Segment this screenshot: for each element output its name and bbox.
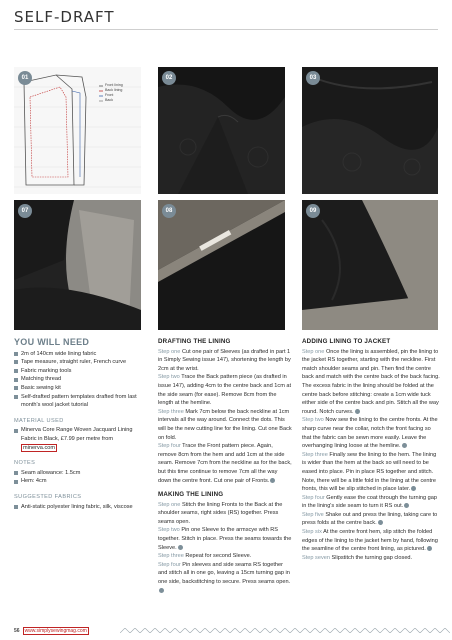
step-text: Once the lining is assembled, pin the lining to the jacket RS together, starting with the neckline. First match shoulder seams and pin. Then find the centre back and match with the centre back of the back facing. The excess fabric in the lining should be folded at the centre back before stitching: create a 1cm wide tuck either side of the centre back and pin. Stitch all the way round. Notch curves. <box>302 348 440 415</box>
step-label: Step three <box>158 553 184 560</box>
list-item: Matching thread <box>14 375 142 384</box>
step-photo-03 <box>302 67 438 194</box>
pattern-legend <box>105 83 123 103</box>
step-label: Step four <box>158 443 181 450</box>
step-paragraph <box>302 494 440 511</box>
photo-ref-icon <box>427 546 432 551</box>
step-text: Mark 7cm below the back neckline at 1cm intervals all the way around. Connect the dots. This will be the new cutting line for the lining. Cut one Back on fold. <box>158 408 292 441</box>
legend-front-lining: Front lining <box>105 83 123 87</box>
list-item <box>14 426 142 452</box>
step-paragraph <box>302 528 440 554</box>
step-photo-01 <box>14 67 141 194</box>
step-text: Cut one pair of Sleeves (as drafted in part 1 in Simply Sewing issue 147), shortening the length by 2cm at the wrist. <box>158 348 291 372</box>
requirements-list <box>14 350 142 410</box>
step-photo-02 <box>158 67 285 194</box>
step-label: Step three <box>302 451 328 458</box>
materials-column <box>14 338 142 511</box>
step-paragraph <box>158 501 292 527</box>
step-text: Trace the Back pattern piece (as drafted in issue 147), adding 4cm to the centre back and 1cm at the side seam (for ease). Remove 8cm from the length at the hemline. <box>158 374 292 407</box>
legend-back: Back <box>105 98 113 102</box>
list-item: Basic sewing kit <box>14 384 142 393</box>
legend-front: Front <box>105 93 114 97</box>
step-label: Step two <box>158 374 180 381</box>
minerva-link[interactable]: minerva.com <box>23 444 56 451</box>
drafting-column <box>158 338 292 595</box>
photo-ref-icon <box>411 486 416 491</box>
making-heading: MAKING THE LINING <box>158 491 224 499</box>
list-item: Seam allowance: 1.5cm <box>14 469 142 478</box>
step-label: Step seven <box>302 554 330 561</box>
step-text: Pin one Sleeve to the armscye with RS together. Stitch in place. Press the seams towards the Sleeve. <box>158 527 292 551</box>
photo-number-badge: 01 <box>18 71 32 85</box>
step-text: Repeat for second Sleeve. <box>183 553 252 560</box>
step-paragraph <box>158 373 292 407</box>
lining-hem-image <box>14 200 141 330</box>
material-text: Minerva Core Range Woven Jacquard Lining Fabric in Black, £7.99 per metre from <box>21 427 133 442</box>
adding-lining-heading: ADDING LINING TO JACKET <box>302 338 391 345</box>
notes-heading: NOTES <box>14 460 36 467</box>
step-label: Step three <box>158 408 184 415</box>
list-item: Tape measure, straight ruler, French curve <box>14 358 142 367</box>
step-text: Gently ease the coat through the turning gap in the lining's side seam to turn it RS out. <box>302 494 437 510</box>
lining-fabric-image <box>158 67 285 194</box>
page-footer <box>14 628 89 634</box>
drafting-heading: DRAFTING THE LINING <box>158 338 231 345</box>
step-paragraph <box>158 348 292 374</box>
step-paragraph <box>302 451 440 494</box>
step-text: Now sew the lining to the centre fronts. At the sharp curve near the collar, notch the front facing so that the fabric can be sewn more easily. Leave the overhanging lining loose at the hemline. <box>302 417 438 450</box>
step-paragraph <box>158 442 292 485</box>
step-paragraph <box>302 348 440 417</box>
step-label: Step two <box>302 417 324 424</box>
step-label: Step four <box>302 494 325 501</box>
step-text: Trace the Front pattern piece. Again, remove 8cm from the hem and add 1cm at the side seam. Remove 7cm from the neckline as for the back, but this time continue to remove 7cm all the way down the centre front. Cut one pair of Fronts. <box>158 443 292 484</box>
step-paragraph <box>158 526 292 552</box>
step-text: Slipstitch the turning gap closed. <box>330 554 413 561</box>
list-item: Self-drafted pattern templates drafted from last month's wool jacket tutorial <box>14 393 142 410</box>
step-text: Finally sew the lining to the hem. The lining is wider than the hem at the back so will need to be eased into place. Pin in place RS together and stitch. Note, there will be a little fold in the lining at the centre fronts, this will be slip stitched in place later. <box>302 451 437 493</box>
step-photo-07 <box>14 200 141 330</box>
step-text: At the centre front hem, slip stitch the folded edges of the lining to the jacket hem by hand, following the seamline of the centre front lining, as pictured. <box>302 529 438 553</box>
jacket-hem-image <box>302 200 438 330</box>
fabrics-list <box>14 503 142 512</box>
list-item: Anti-static polyester lining fabric, silk, viscose <box>14 503 142 512</box>
photo-number-badge: 02 <box>162 71 176 85</box>
step-paragraph <box>302 511 440 528</box>
step-text: Shake out and press the lining, taking care to press folds at the centre back. <box>302 511 438 527</box>
photo-ref-icon <box>178 545 183 550</box>
notes-list <box>14 469 142 486</box>
photo-number-badge: 07 <box>18 204 32 218</box>
adding-lining-column <box>302 338 440 562</box>
you-will-need-heading: YOU WILL NEED <box>14 337 90 347</box>
photo-ref-icon <box>404 503 409 508</box>
zigzag-decoration <box>120 628 450 633</box>
page-number: 56 <box>14 628 20 634</box>
step-text: Pin sleeves and side seams RS together and stitch all in one go, leaving a 15cm turning gap in one side, backstitching to secure. Press seams open. <box>158 561 291 586</box>
step-label: Step one <box>158 348 181 355</box>
photo-number-badge: 08 <box>162 204 176 218</box>
step-label: Step six <box>302 529 322 536</box>
step-paragraph <box>302 554 440 563</box>
suggested-fabrics-heading: SUGGESTED FABRICS <box>14 493 82 500</box>
step-label: Step one <box>302 348 325 355</box>
step-paragraph <box>158 408 292 442</box>
step-text: Stitch the lining Fronts to the Back at the shoulder seams, right sides (RS) together. Press seams open. <box>158 501 283 525</box>
lining-sleeve-image <box>302 67 438 194</box>
step-paragraph <box>158 561 292 595</box>
material-used-heading: MATERIAL USED <box>14 417 64 424</box>
step-label: Step one <box>158 501 181 508</box>
photo-ref-icon <box>378 520 383 525</box>
photo-ref-icon <box>355 409 360 414</box>
step-paragraph <box>302 416 440 450</box>
photo-ref-icon <box>270 478 275 483</box>
list-item: Fabric marking tools <box>14 367 142 376</box>
step-photo-09 <box>302 200 438 330</box>
photo-number-badge: 09 <box>306 204 320 218</box>
photo-ref-icon <box>402 443 407 448</box>
step-label: Step five <box>302 511 324 518</box>
photo-number-badge: 03 <box>306 71 320 85</box>
step-photo-08 <box>158 200 285 330</box>
header-divider <box>14 29 438 30</box>
legend-back-lining: Back lining <box>105 88 123 92</box>
list-item: Hem: 4cm <box>14 477 142 486</box>
photo-ref-icon <box>159 588 164 593</box>
list-item: 2m of 140cm wide lining fabric <box>14 350 142 359</box>
step-label: Step four <box>158 561 181 568</box>
footer-url[interactable]: www.simplysewingmag.com <box>24 628 87 634</box>
step-paragraph <box>158 552 292 561</box>
step-label: Step two <box>158 527 180 534</box>
material-list <box>14 426 142 452</box>
page-section-title: SELF-DRAFT <box>14 8 115 26</box>
tweed-collar-image <box>158 200 285 330</box>
